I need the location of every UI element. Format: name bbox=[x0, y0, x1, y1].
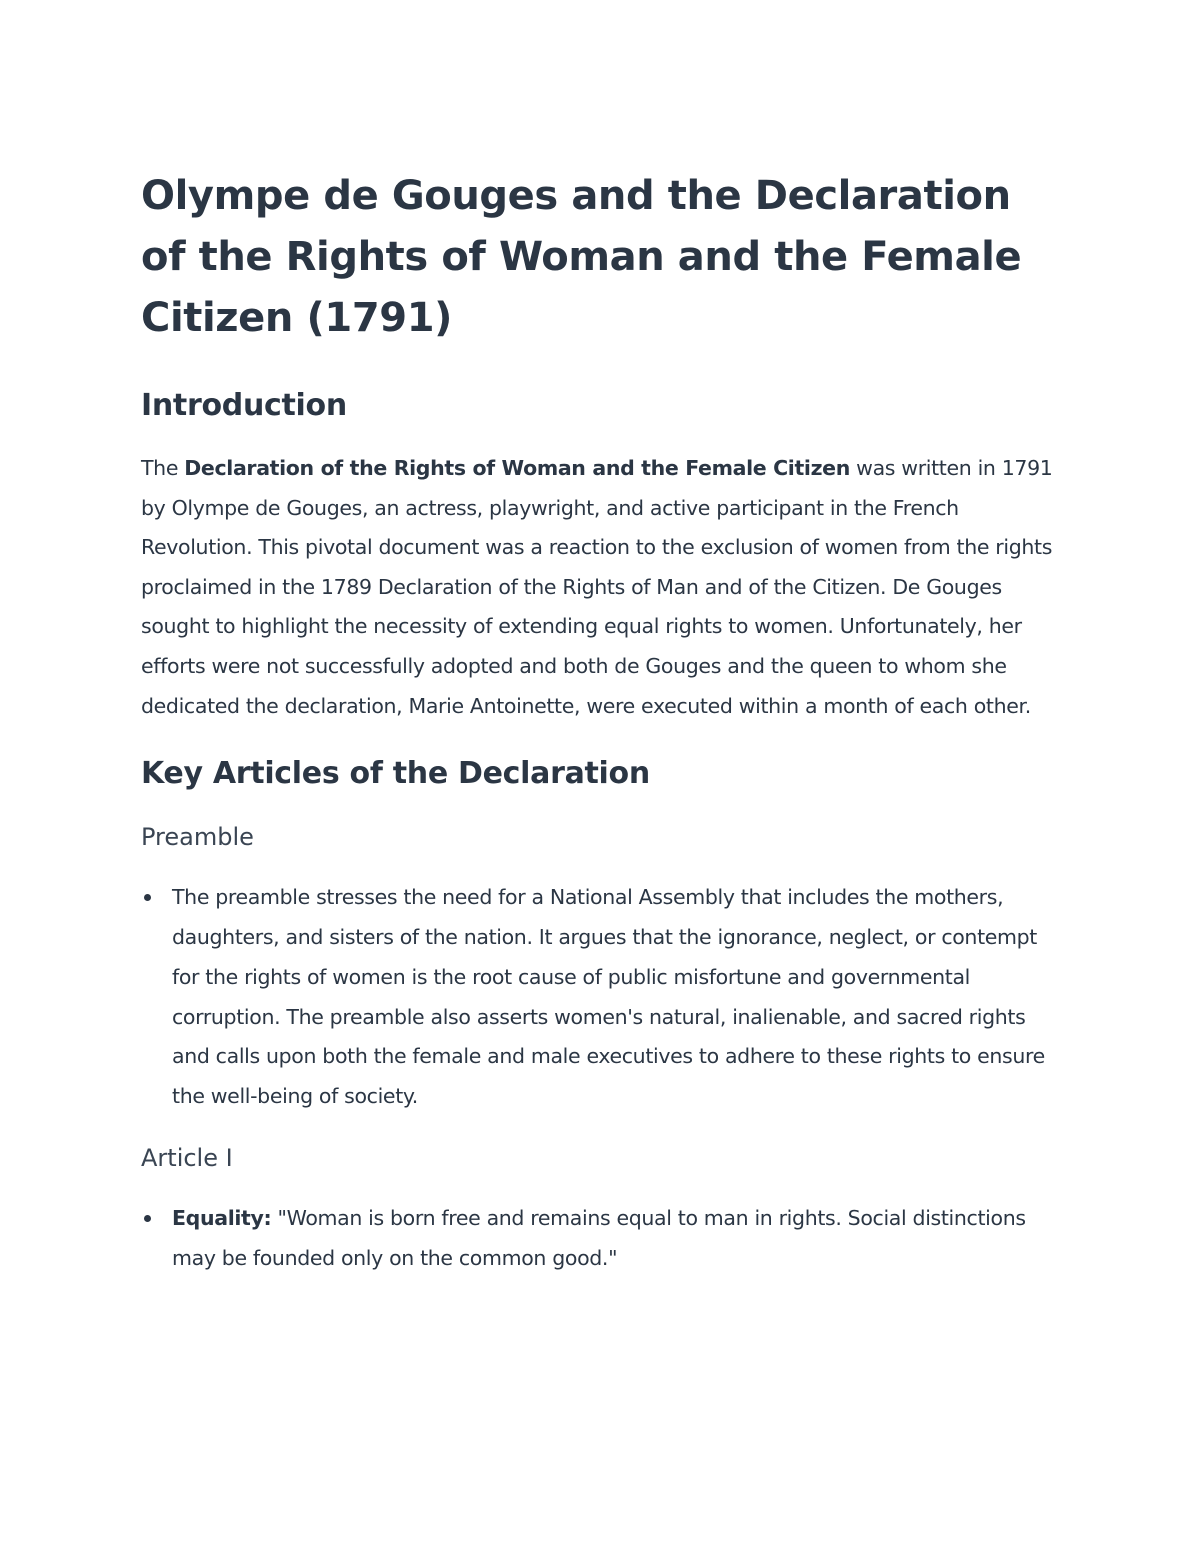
document-page bbox=[141, 166, 1061, 1279]
preamble-list bbox=[141, 878, 1061, 1117]
equality-label: Equality: bbox=[172, 1205, 272, 1230]
introduction-paragraph bbox=[141, 449, 1061, 726]
bullet-icon bbox=[144, 894, 151, 901]
equality-quote: "Woman is born free and remains equal to man in rights. Social distinctions may be founded only on the common good." bbox=[172, 1205, 1026, 1270]
list-item bbox=[141, 878, 1061, 1117]
preamble-item-text: The preamble stresses the need for a National Assembly that includes the mothers, daughters, and sisters of the nation. It argues that the ignorance, neglect, or contempt for the rights of women is the root cause of public misfortune and governmental corruption. The preamble also asserts women's natural, inalienable, and sacred rights and calls upon both the female and male executives to adhere to these rights to ensure the well-being of society. bbox=[172, 885, 1045, 1109]
preamble-heading: Preamble bbox=[141, 823, 254, 852]
declaration-title-bold: Declaration of the Rights of Woman and the Female Citizen bbox=[184, 456, 850, 480]
article-1-heading: Article I bbox=[141, 1143, 233, 1172]
intro-text-lead: The bbox=[141, 456, 185, 480]
intro-text-body: was written in 1791 by Olympe de Gouges, an actress, playwright, and active participant in the French Revolution. This pivotal document was a reaction to the exclusion of women from the rights proclaimed in the 1789 Declaration of the Rights of Man and of the Citizen. De Gouges sought to highlight the necessity of extending equal rights to women. Unfortunately, her efforts were not successfully adopted and both de Gouges and the queen to whom she dedicated the declaration, Marie Antoinette, were executed within a month of each other. bbox=[141, 456, 1053, 718]
list-item bbox=[141, 1199, 1061, 1279]
key-articles-heading: Key Articles of the Declaration bbox=[141, 756, 650, 792]
bullet-icon bbox=[144, 1215, 151, 1222]
article-1-list bbox=[141, 1199, 1061, 1279]
introduction-heading: Introduction bbox=[141, 388, 347, 423]
document-title: Olympe de Gouges and the Declaration of the Rights of Woman and the Female Citizen (1791) bbox=[141, 173, 1022, 341]
